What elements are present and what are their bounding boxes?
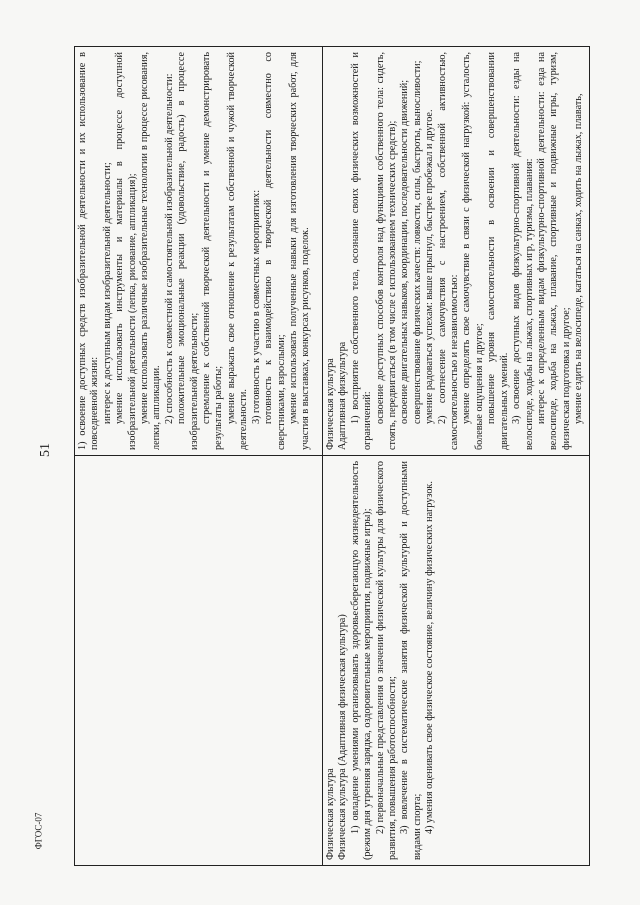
table-paragraph: умение определять свое самочувствие в связи с физической нагрузкой: усталость, болевые ощущения и другое;: [461, 52, 485, 450]
table-paragraph: 2) соотнесение самочувствия с настроением, собственной активностью, самостоятельностью и независимостью:: [436, 52, 461, 450]
table-paragraph: 1) освоение доступных средств изобразительной деятельности и их использование в повседневной жизни:: [77, 52, 101, 450]
table-paragraph: умение использовать инструменты и материалы в процессе доступной изобразительной деятельности (лепка, рисование, аппликация);: [114, 52, 138, 450]
table-paragraph: Физическая культура (Адаптивная физическая культура): [337, 614, 349, 860]
table-paragraph: 4) умения оценивать свое физическое состояние, величину физических нагрузок.: [424, 481, 436, 834]
table-paragraph: готовность к взаимодействию в творческой деятельности совместно со сверстниками, взрослыми;: [263, 52, 287, 450]
table-paragraph: умение использовать полученные навыки для изготовления творческих работ, для участия в выставках, конкурсах рисунков, поделок.: [287, 52, 312, 450]
table-paragraph: стремление к собственной творческой деятельности и умение демонстрировать результаты работы;: [201, 52, 225, 450]
table-paragraph: 1) восприятие собственного тела, осознание своих физических возможностей и ограничений:: [349, 52, 374, 450]
table-paragraph: Физическая культура: [325, 768, 336, 860]
table-paragraph: интерес к доступным видам изобразительной деятельности;: [101, 162, 113, 424]
table-paragraph: умение использовать различные изобразительные технологии в процессе рисования, лепки, аппликации.: [139, 52, 163, 450]
table-paragraph: умение выражать свое отношение к результатам собственной и чужой творческой деятельности.: [225, 52, 250, 450]
table-paragraph: 2) первоначальные представления о значении физической культуры для физического развития, повышения работоспособности;: [374, 461, 399, 860]
table-cell-right: [75, 47, 322, 455]
table-paragraph: 2) способность к совместной и самостоятельной изобразительной деятельности:: [163, 73, 175, 424]
table-cell-left: [75, 455, 322, 865]
table-paragraph: повышение уровня самостоятельности в освоении и совершенствовании двигательных умений.: [486, 52, 510, 450]
table-paragraph: совершенствование физических качеств: ловкости, силы, быстроты, выносливости;: [411, 60, 423, 424]
table-paragraph: 3) освоение доступных видов физкультурно-спортивной деятельности: езды на велосипеде, ходьбы на лыжах, спортивных игр, туризма, плавания:: [511, 52, 535, 450]
table-row: [75, 47, 323, 865]
table-paragraph: 1) овладение умениями организовывать здоровьесберегающую жизнедеятельность (режим дня утренняя зарядка, оздоровительные мероприятия, подвижные игры);: [349, 461, 374, 860]
table-paragraph: 3) вовлечение в систематические занятия физической культурой и доступными видами спорта;: [399, 461, 423, 860]
table-paragraph: 3) готовность к участию в совместных мероприятиях:: [250, 189, 262, 424]
table-paragraph: интерес к определенным видам физкультурно-спортивной деятельности: езда на велосипеде, ходьба на лыжах, плавание, спортивные и подвижные игры, туризм, физическая подготовка и другое;: [535, 52, 572, 450]
table-paragraph: освоение двигательных навыков, координации, последовательности движений;: [399, 79, 411, 424]
table-paragraph: освоение доступных способов контроля над функциями собственного тела: сидеть, стоять, передвигаться (в том числе с использованием технических средств);: [374, 52, 399, 450]
table-row: [323, 47, 589, 865]
table-paragraph: положительные эмоциональные реакции (удовольствие, радость) в процессе изобразительной деятельности;: [176, 52, 200, 450]
table-cell-left: [323, 455, 589, 865]
table-paragraph: Физическая культура: [325, 358, 336, 450]
table-cell-right: [323, 47, 589, 455]
table-paragraph: умение радоваться успехам: выше прыгнул, быстрее пробежал и другое.: [424, 109, 436, 424]
table-paragraph: умение ездить на велосипеде, кататься на санках, ходить на лыжах, плавать,: [573, 93, 585, 424]
document-code: ФГОС-07: [33, 812, 44, 850]
table-paragraph: Адаптивная физкультура: [337, 341, 349, 450]
page-number: 51: [38, 443, 53, 457]
requirements-table: [74, 46, 590, 866]
rotated-table-wrapper: [74, 46, 590, 866]
